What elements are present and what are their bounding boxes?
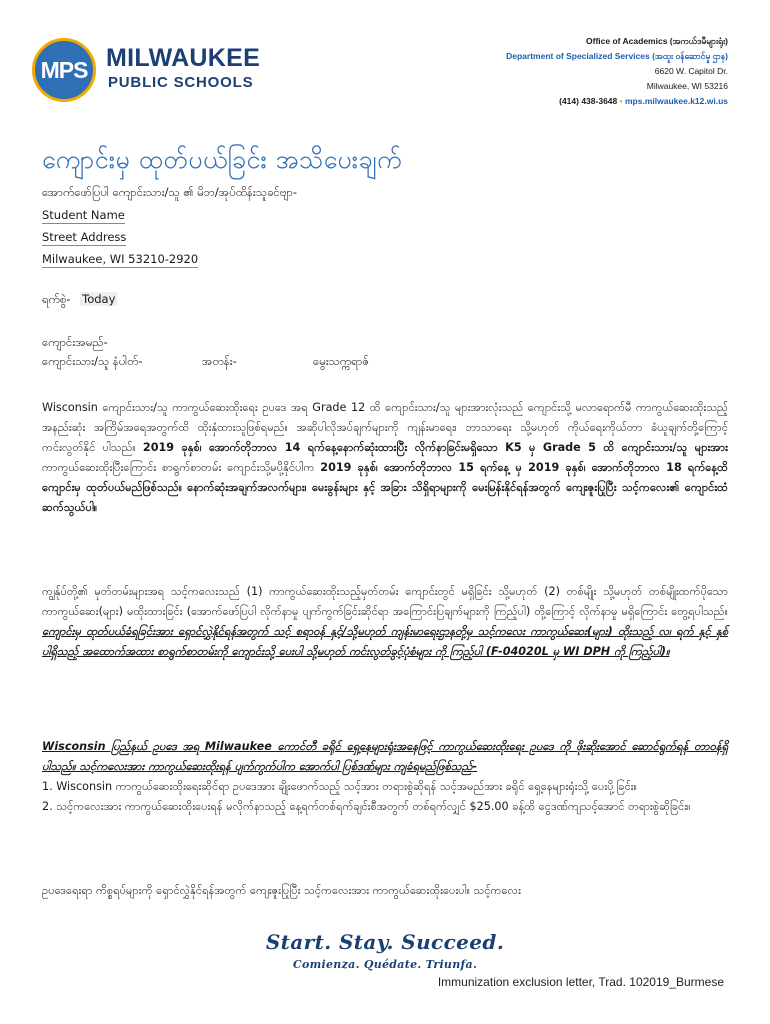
header-address1: 6620 W. Capitol Dr. — [654, 66, 728, 76]
slogan-spanish: Comienza. Quédate. Triunfa. — [292, 958, 478, 971]
header-department: Department of Specialized Services (အထူး ဝန်ဆောင်မှု ဌာန) — [506, 51, 728, 61]
street-address-field: Street Address — [42, 230, 127, 244]
avoid-exclusion-text: ကျောင်းမှ ထုတ်ပယ်ခံရခြင်းအား ရှောင်လွှဲနိုင်ရန်အတွက် သင့် စရာဝန် နှင့်/သို့မဟုတ် ကျန်းမာရေးဌာနတို့မှ သင့်ကလေး ကာကွယ်ဆေး(များ) ထိုးသည့် လ၊ ရက် နှင့် နှစ် ပါရှိသည့် အထောက်အထား စာရွက်စာတမ်းကို ကျောင်းသို့ ပေးပါ သို့မဟုတ် ကင်းလွတ်ခွင့်ပုံစံများ ကို ကြည့်ပါ (F-04020L မှ WI DPH ကို ကြည့်ပါ)။ — [42, 625, 728, 658]
penalty-item-2: 2. သင့်ကလေးအား ကာကွယ်ဆေးထိုးပေးရန် မလိုက်နာသည့် နေ့ရက်တစ်ရက်ချင်းစီအတွက် တစ်ရက်လျှင် $25.00 ခန့်ထိ ငွေဒဏ်ကျသင့်အောင် တရားစွဲဆိုခြင်း။ — [42, 800, 691, 813]
date-value: Today — [82, 292, 116, 306]
recipient-intro: အောက်ဖော်ပြပါ ကျောင်းသား/သူ ၏ မိဘ/အုပ်ထိန်းသူခင်ဗျာ- — [42, 185, 298, 199]
closing-text: ဥပဒေရေးရာ ကိစ္စရပ်များကို ရှောင်လွှဲနိုင်ရန်အတွက် ကျေးဇူးပြုပြီး သင့်ကလေးအား ကာကွယ်ဆေးထိုးပေးပါ။ သင့်ကလေး — [42, 884, 521, 897]
state-law-text: Wisconsin ပြည်နယ် ဥပဒေ အရ Milwaukee ကောင်တီ ခရိုင် ရှေ့နေများရုံးအနေဖြင့် ကာကွယ်ဆေးထိုးရေး ဥပဒေ ကို ဖိုးဆိုးအောင် ဆောင်ရွက်ရန် တာဝန်ရှိပါသည်။ သင့်ကလေးအား ကာကွယ်ဆေးထိုးရန် ပျက်ကွက်ပါက အောက်ပါ ပြစ်ဒဏ်များ ကျခံရမည်ဖြစ်သည်- — [42, 740, 728, 773]
header-website[interactable]: mps.milwaukee.k12.wi.us — [625, 96, 728, 106]
documentation-text: ကာကွယ်ဆေးထိုးပြီးကြောင်း စာရွက်စာတမ်း ကျောင်းသို့မပို့နိုင်ပါက — [42, 461, 315, 474]
letter-title: ကျောင်းမှ ထုတ်ပယ်ခြင်း အသိပေးချက် — [42, 145, 402, 174]
header-office: Office of Academics (အကယ်ဒမီများရုံး) — [586, 36, 728, 46]
dob-label: မွေးသက္ကရာဇ် — [313, 354, 370, 368]
mps-logo-mark: MPS — [32, 38, 96, 102]
header-address2: Milwaukee, WI 53216 — [646, 81, 728, 91]
exclusion-dates-text: 2019 ခုနှစ်၊ အောက်တိုဘာလ 15 ရက်နေ့ မှ 2019 ခုနှစ်၊ အောက်တိုဘာလ 18 ရက်နေ့ထိ ကျောင်းမှ ထုတ်ပယ်မည်ဖြစ်သည်။ — [42, 461, 728, 494]
penalties-paragraph — [42, 737, 728, 817]
records-text: ကျွန်ုပ်တို့၏ မှတ်တမ်းများအရ သင့်ကလေးသည် (1) ကာကွယ်ဆေးထိုးသည့်မှတ်တမ်း ကျောင်းတွင် မရှိခြင်း သို့မဟုတ် (2) တစ်မျိုး သို့မဟုတ် တစ်မျိုးထက်ပိုသော ကာကွယ်ဆေး(များ) မထိုးထားခြင်း (အောက်ဖော်ပြပါ လိုက်နာမှု ပျက်ကွက်ခြင်းဆိုင်ရာ အကြောင်းပြချက်များကို ကြည့်ပါ) တို့ကြောင့် လိုက်နာမှု မရှိကြောင်း တွေ့ရပါသည်။ — [42, 585, 728, 618]
closing-paragraph — [42, 881, 728, 901]
city-field: Milwaukee, WI 53210-2920 — [42, 252, 199, 266]
records-paragraph — [42, 582, 728, 662]
date-label: ရက်စွဲ- — [42, 292, 71, 306]
header-contact-line — [559, 96, 728, 107]
student-id-label: ကျောင်းသား/သူ နံပါတ်- — [42, 354, 143, 368]
school-name-label: ကျောင်းအမည်- — [42, 335, 108, 349]
law-text: Wisconsin ကျောင်းသား/သူ ကာကွယ်ဆေးထိုးရေး ဥပဒေ အရ Grade 12 ထိ ကျောင်းသား/သူ များအားလုံးသည် ကျောင်းသို့ မလာရောက်မီ ကာကွယ်ဆေးထိုးသည့် အနည်းဆုံး အကြိမ်အရေအတွက်ထိ ထိုးနှံထားသူဖြစ်ရမည်။ အဆိုပါလိုအပ်ချက်များကို ကျန်းမာရေး၊ ဘာသာရေး သို့မဟုတ် ကိုယ်ရေးကိုယ်တာ ခံယူချက်တို့ကြောင့် ကင်းလွတ်နိုင် ပါသည်။ — [42, 401, 728, 454]
student-name-field: Student Name — [42, 208, 125, 222]
deadline-text: 2019 ခုနှစ်၊ အောက်တိုဘာလ 14 ရက်နေ့နောက်ဆုံးထားပြီး လိုက်နာခြင်းမရှိသော K5 မှ Grade 5 ထိ ကျောင်းသား/သူ များအား — [142, 441, 728, 454]
contact-school-text: နောက်ဆုံးအချက်အလက်များ၊ မေးခွန်းများ နှင့် အခြား သိရှိရာများကို မေးမြန်းနိုင်ရန်အတွက် ကျေးဇူးပြုပြီး သင့်ကလေး၏ ကျောင်းထံ ဆက်သွယ်ပါ။ — [42, 481, 728, 514]
exclusion-paragraph — [42, 398, 728, 518]
grade-label: အတန်း- — [202, 354, 237, 368]
header-phone: (414) 438-3648 — [559, 96, 618, 106]
header-separator: • — [619, 96, 623, 106]
logo-name-line2: PUBLIC SCHOOLS — [108, 74, 254, 91]
slogan-english: Start. Stay. Succeed. — [265, 930, 505, 954]
date-line — [42, 292, 117, 307]
penalty-item-1: 1. Wisconsin ကာကွယ်ဆေးထိုးရေးဆိုင်ရာ ဥပဒေအား ချိုးဖောက်သည့် သင့်အား တရားစွဲဆိုရန် သင့်အမည်အား ခရိုင် ရှေ့နေများရုံးသို့ ပေးပို့ခြင်း။ — [42, 780, 638, 793]
footer-document-id: Immunization exclusion letter, Trad. 102019_Burmese — [437, 975, 724, 989]
logo-name-line1: MILWAUKEE — [106, 44, 261, 72]
